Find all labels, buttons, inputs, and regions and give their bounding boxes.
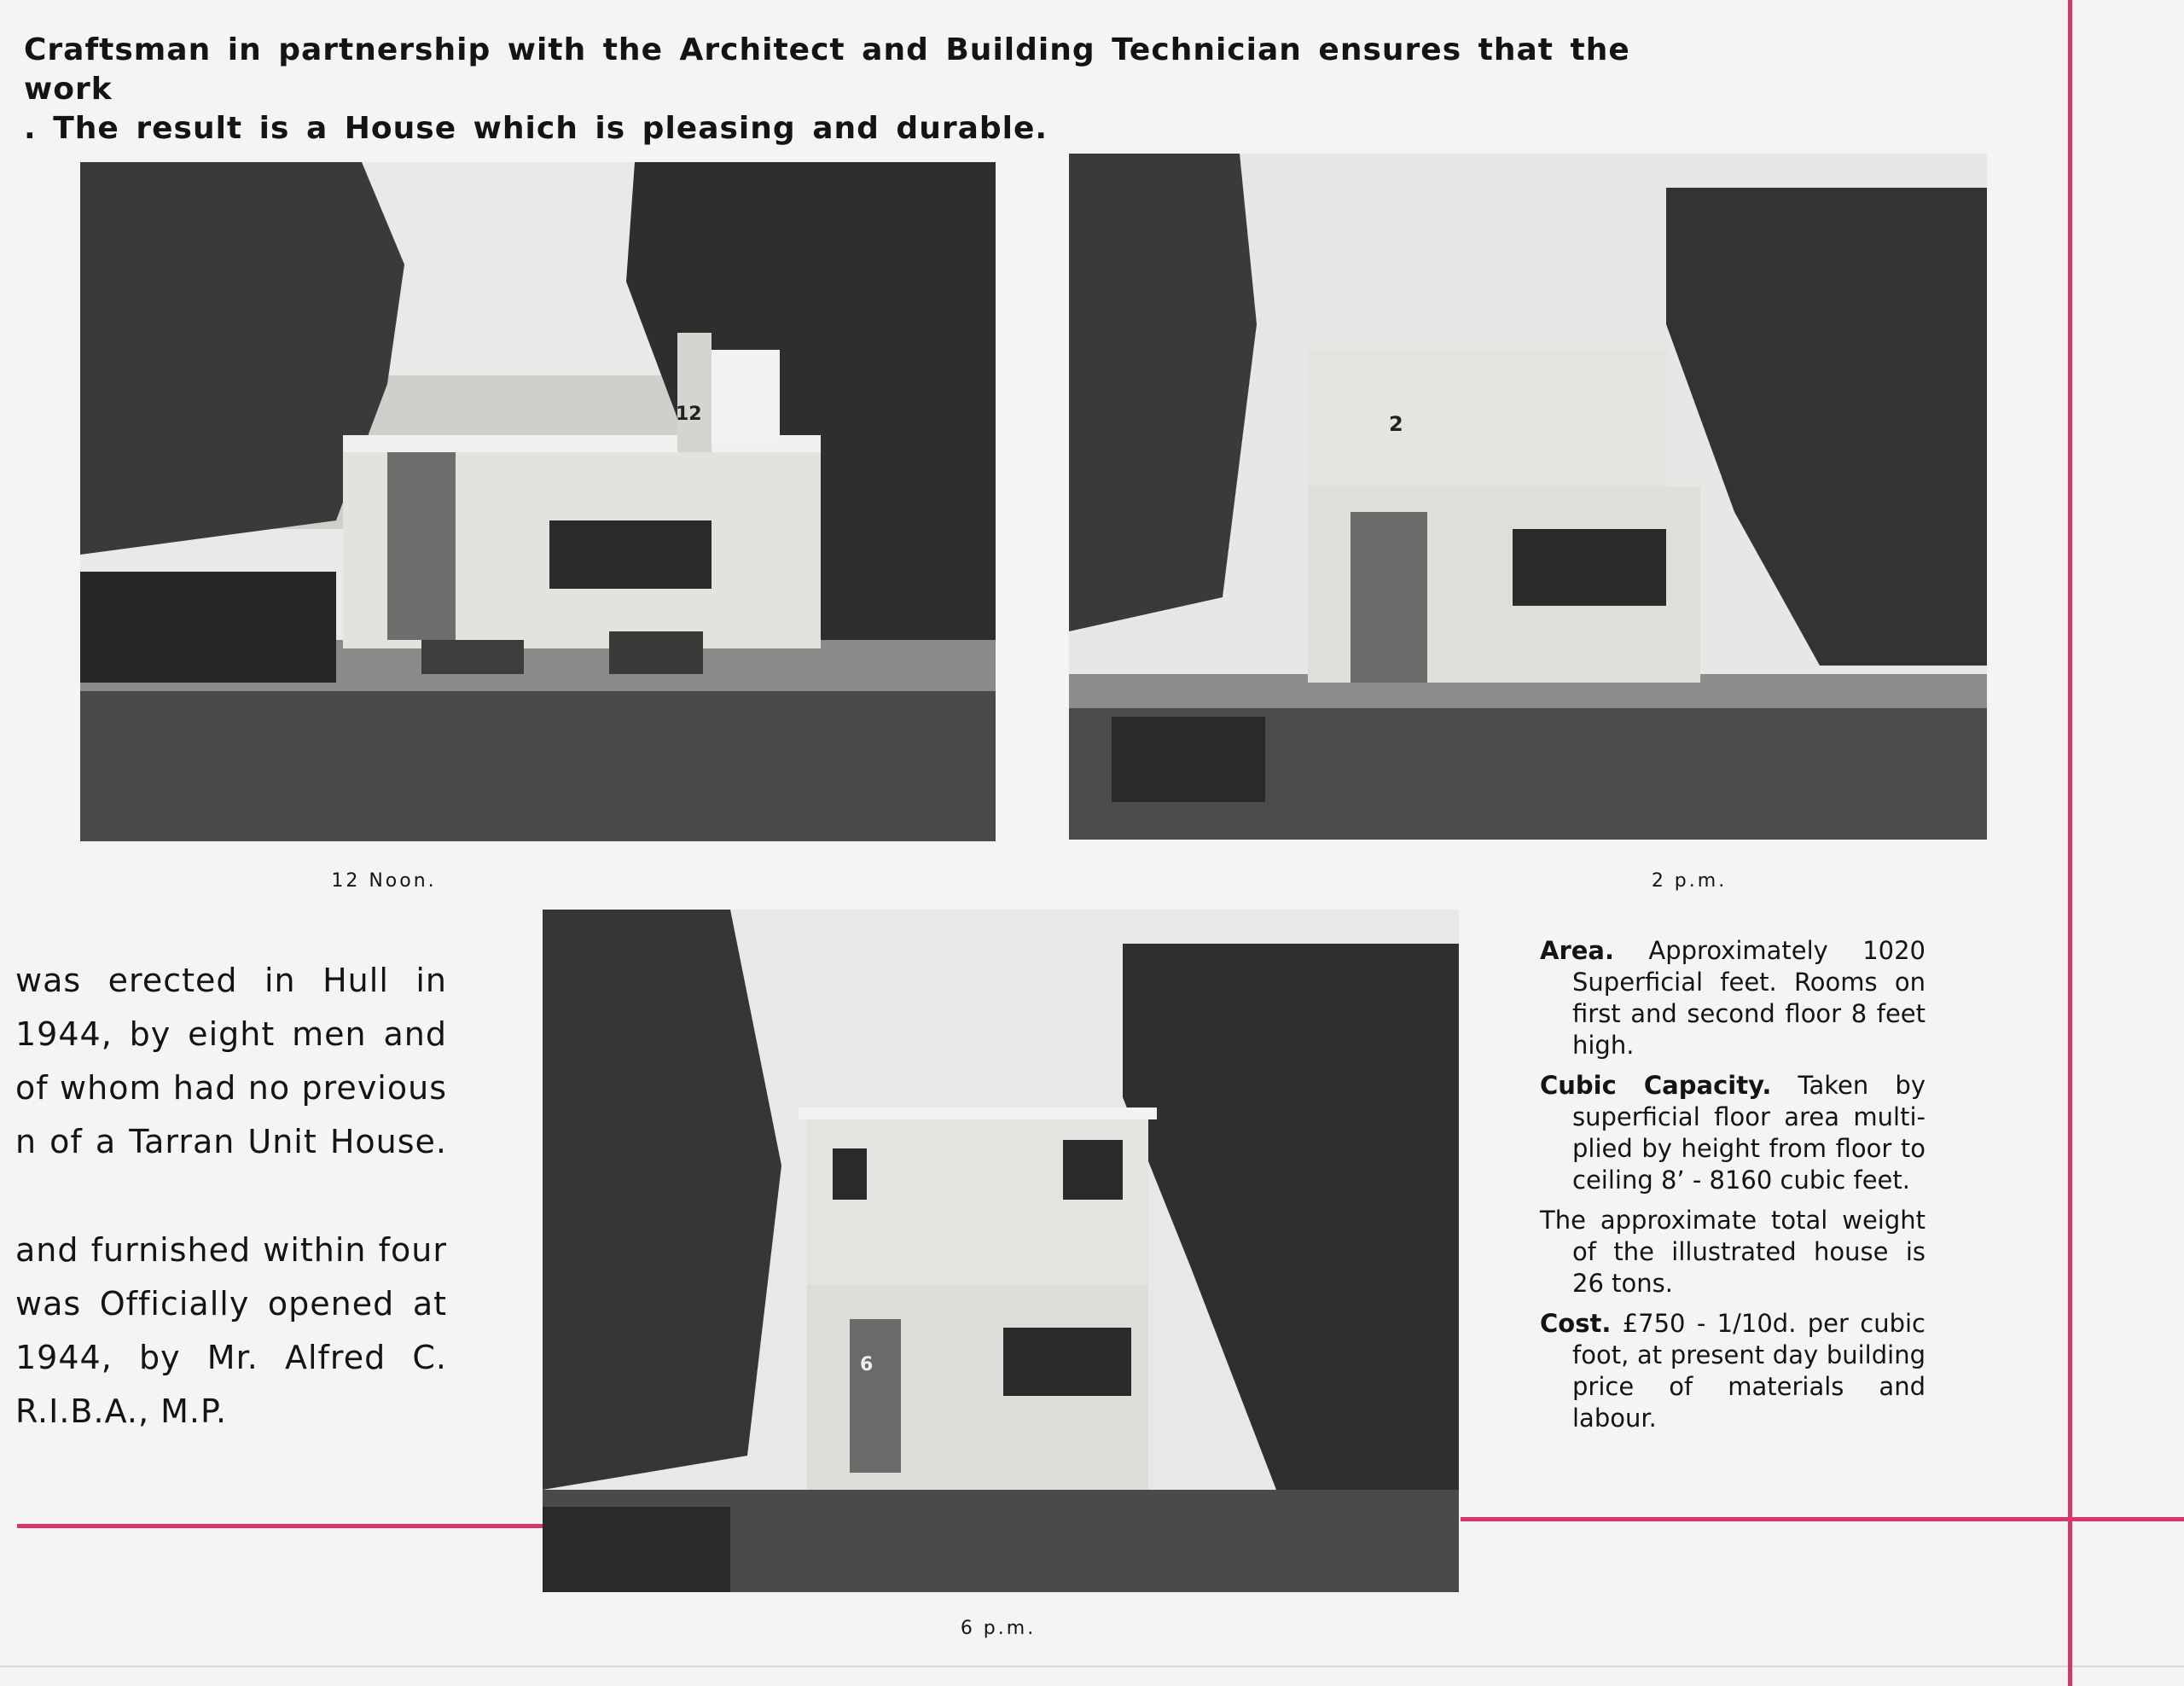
caption-6-pm: 6 p.m.	[960, 1618, 1037, 1639]
crop-line-horizontal-right	[1461, 1517, 2184, 1521]
spec-area	[1540, 935, 1926, 1061]
paragraph-gap	[15, 1169, 447, 1224]
left-text-line: n of a Tarran Unit House.	[15, 1123, 447, 1160]
spec-text: The approximate total weight of the illustrated house is 26 tons.	[1540, 1206, 1926, 1298]
specifications	[1540, 935, 1926, 1443]
photo-6-pm	[543, 910, 1459, 1592]
spec-label: Cost.	[1540, 1309, 1612, 1338]
left-text-line: was erected in Hull in	[15, 962, 447, 999]
spec-text: £750 - 1/10d. per cubic foot, at present day building price of materials and labour.	[1572, 1309, 1926, 1433]
page-heading	[24, 31, 1645, 148]
left-text-line: R.I.B.A., M.P.	[15, 1392, 228, 1430]
spec-label: Cubic Capacity.	[1540, 1071, 1772, 1100]
heading-line-2: . The result is a House which is pleasing and durable.	[24, 111, 1048, 146]
left-text-line: and furnished within four	[15, 1231, 447, 1269]
caption-2-pm: 2 p.m.	[1651, 870, 1728, 892]
photo-sign-number: 12	[676, 404, 702, 425]
photo-2-pm	[1069, 154, 1987, 840]
photo-12-noon	[80, 162, 996, 841]
left-text-line: 1944, by eight men and	[15, 1015, 447, 1053]
spec-text: Approximately 1020 Superficial feet. Rooms on first and second floor 8 feet high.	[1572, 936, 1926, 1060]
left-text-line: was Officially opened at	[15, 1285, 447, 1323]
spec-cost	[1540, 1308, 1926, 1434]
heading-line-1: Craftsman in partnership with the Architect and Building Technician ensures that the work	[24, 32, 1630, 107]
spec-text: Taken by superficial floor area multi-plied by height from floor to ceiling 8’ - 8160 cubic feet.	[1572, 1071, 1926, 1195]
spec-cubic-capacity	[1540, 1070, 1926, 1196]
fold-line	[0, 1666, 2184, 1667]
spec-label: Area.	[1540, 936, 1614, 965]
crop-line-horizontal-left	[17, 1524, 543, 1528]
photo-sign-number: 2	[1389, 412, 1403, 436]
photo-sign-number: 6	[860, 1354, 874, 1375]
left-column-text	[15, 954, 447, 1439]
crop-line-vertical	[2068, 0, 2072, 1686]
spec-weight	[1540, 1205, 1926, 1299]
left-text-line: of whom had no previous	[15, 1069, 447, 1107]
caption-12-noon: 12 Noon.	[331, 870, 437, 892]
left-text-line: 1944, by Mr. Alfred C.	[15, 1339, 447, 1376]
